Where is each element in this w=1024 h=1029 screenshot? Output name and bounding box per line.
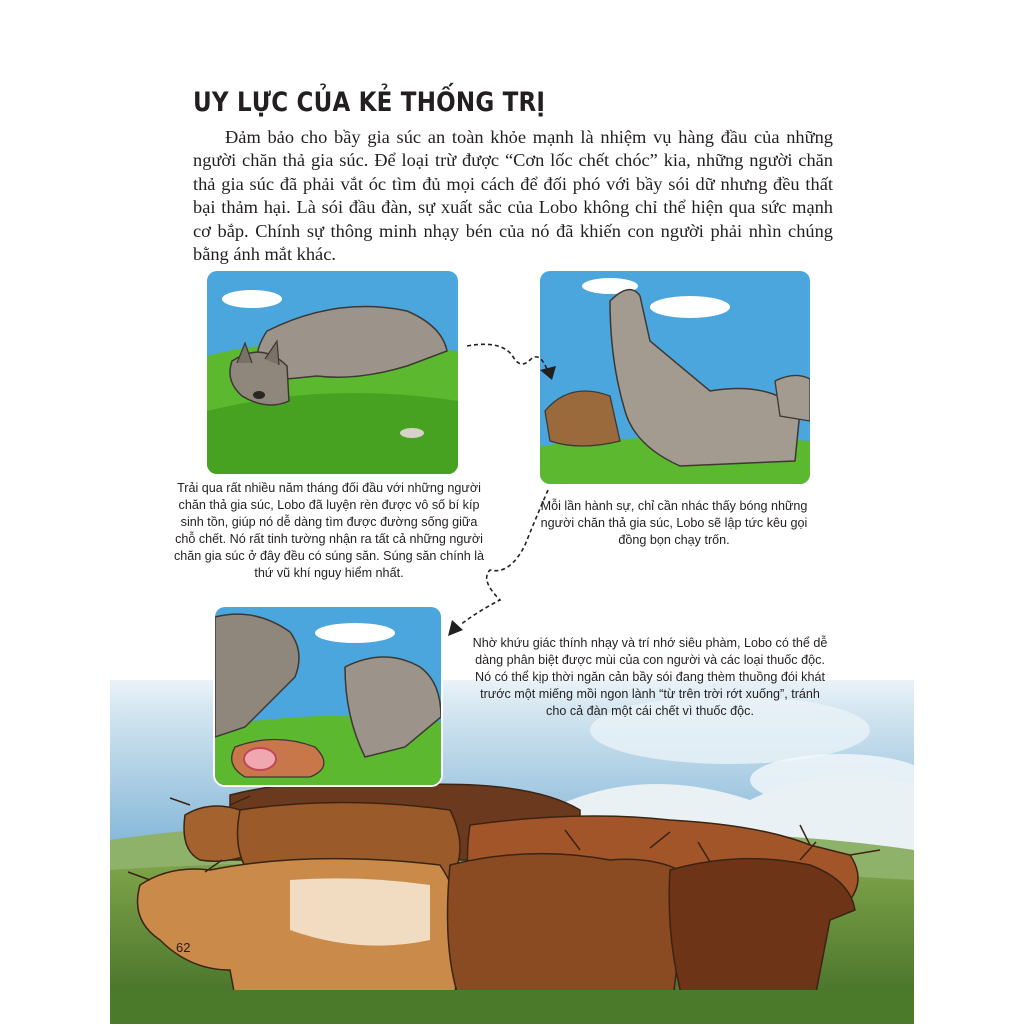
wolf-howling-panel	[540, 271, 810, 484]
caption-pack-escape: Mỗi lần hành sự, chỉ cần nhác thấy bóng những người chăn thả gia súc, Lobo sẽ lập tức kêu gọi đồng bọn chạy trốn.	[540, 499, 808, 547]
intro-paragraph: Đảm bảo cho bầy gia súc an toàn khỏe mạnh là nhiệm vụ hàng đầu của những người chăn thả gia súc. Để loại trừ được “Cơn lốc chết chóc” kia, những người chăn thả gia súc đã phải vắt óc tìm đủ mọi cách để đối phó với bầy sói dữ nhưng đều thất bại thảm hại. Là sói đầu đàn, sự xuất sắc của Lobo không chỉ thể hiện qua sức mạnh cơ bắp. Chính sự thông minh nhạy bén của nó đã khiến con người phải nhìn chúng bằng ánh mắt khác.	[193, 127, 833, 265]
wolf-crouching-panel	[207, 271, 458, 474]
page-number: 62	[176, 940, 191, 955]
caption-survival-skills: Trải qua rất nhiều năm tháng đối đầu với những người chăn thả gia súc, Lobo đã luyện rèn được vô số bí kíp sinh tồn, giúp nó dễ dàng tìm được đường sống giữa chỗ chết. Nó rất tinh tường nhận ra tất cả những người chăn gia súc ở đây đều có súng săn. Súng săn chính là thứ vũ khí nguy hiểm nhất.	[173, 481, 485, 580]
caption-poison-detection: Nhờ khứu giác thính nhạy và trí nhớ siêu phàm, Lobo có thể dễ dàng phân biệt được mùi của con người và các loại thuốc độc. Nó có thể kịp thời ngăn cản bầy sói đang thèm thuồng đói khát trước một miếng mồi ngon lành “từ trên trời rớt xuống”, tránh cho cả đàn một cái chết vì thuốc độc.	[472, 636, 828, 718]
page-title: UY LỰC CỦA KẺ THỐNG TRỊ	[193, 88, 546, 118]
wolves-snarling-panel	[215, 607, 441, 785]
